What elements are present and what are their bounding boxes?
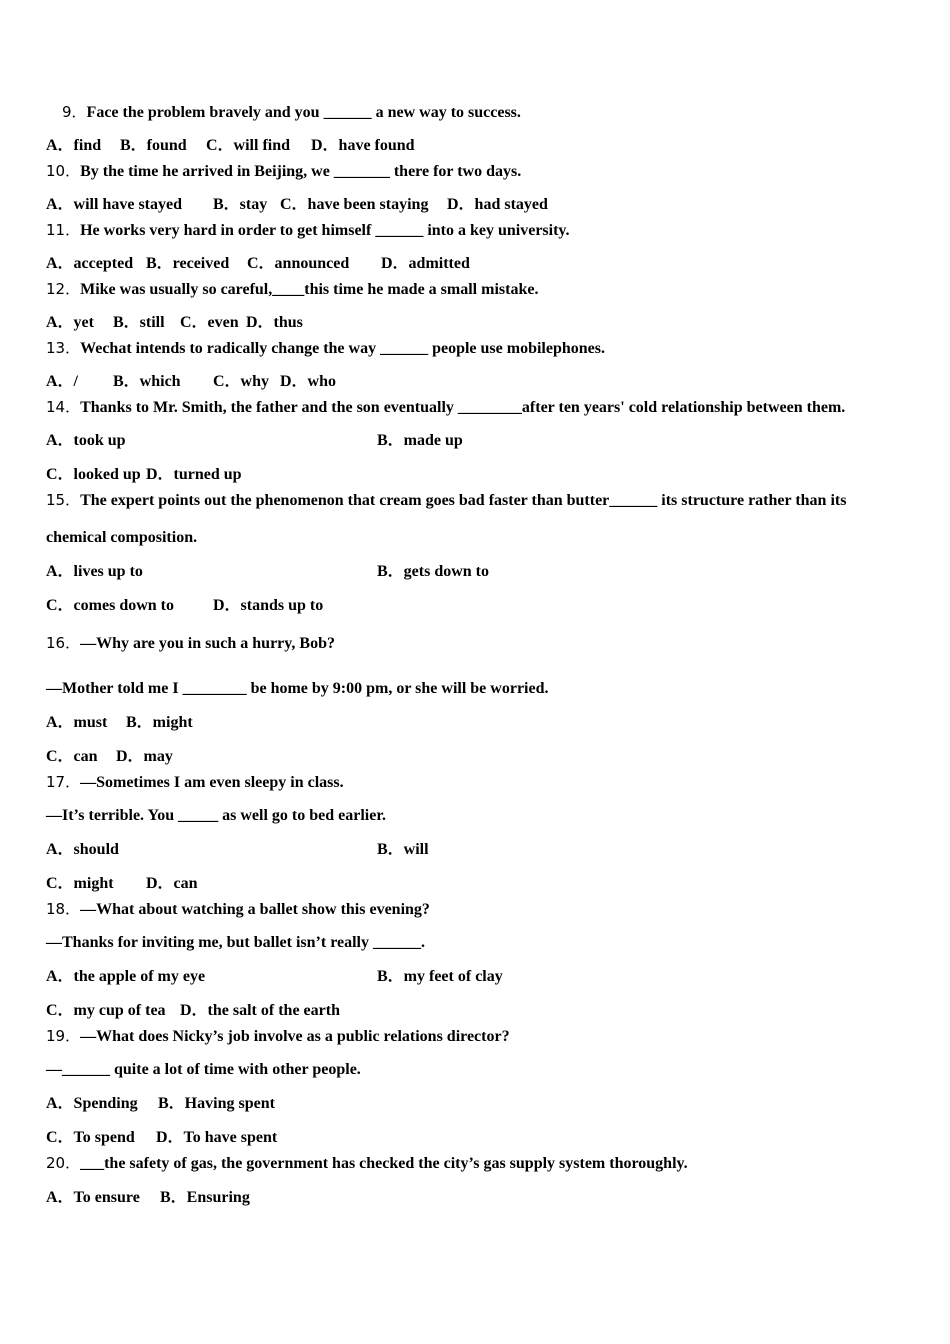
options-row — [46, 136, 926, 156]
option-b[interactable]: B．received — [146, 255, 230, 272]
options-row — [46, 313, 926, 333]
option-a[interactable]: A．will have stayed — [46, 196, 183, 213]
question-stem: The expert points out the phenomenon that cream goes bad faster than butter______ its structure rather than its — [80, 492, 847, 509]
option-d[interactable]: D．may — [116, 748, 173, 765]
option-b[interactable]: B．will — [377, 841, 429, 858]
option-b[interactable]: B．still — [113, 314, 165, 331]
question-stem: —Sometimes I am even sleepy in class. — [80, 774, 344, 791]
question-stem: Mike was usually so careful,____this time he made a small mistake. — [80, 281, 539, 298]
question-number: 12． — [46, 280, 81, 298]
question-number: 19． — [46, 1027, 81, 1045]
question-14 — [46, 397, 845, 418]
option-d[interactable]: D．stands up to — [213, 597, 324, 614]
question-11 — [46, 220, 570, 241]
options-row — [46, 1094, 926, 1114]
question-number: 16． — [46, 634, 81, 652]
question-19 — [46, 1026, 510, 1047]
option-d[interactable]: D．had stayed — [447, 196, 548, 213]
option-d[interactable]: D．thus — [246, 314, 303, 331]
options-row — [46, 747, 926, 767]
option-b[interactable]: B．made up — [377, 432, 463, 449]
option-c[interactable]: C．have been staying — [280, 196, 429, 213]
question-10 — [46, 161, 521, 182]
options-row — [46, 1128, 926, 1148]
option-b[interactable]: B．found — [120, 137, 187, 154]
question-stem: He works very hard in order to get himself ______ into a key university. — [80, 222, 570, 239]
question-number: 18． — [46, 900, 81, 918]
dialogue-reply: —Mother told me I ________ be home by 9:00 pm, or she will be worried. — [46, 680, 549, 697]
option-a[interactable]: A．yet — [46, 314, 94, 331]
option-a[interactable]: A．To ensure — [46, 1189, 140, 1206]
options-row — [46, 874, 926, 894]
question-stem: Thanks to Mr. Smith, the father and the son eventually ________after ten years' cold relationship between them. — [80, 399, 846, 416]
question-15 — [46, 490, 846, 511]
option-d[interactable]: D．turned up — [146, 466, 242, 483]
question-stem: By the time he arrived in Beijing, we _______ there for two days. — [80, 163, 522, 180]
dialogue-reply: —Thanks for inviting me, but ballet isn’t really ______. — [46, 934, 425, 951]
option-c[interactable]: C．why — [213, 373, 270, 390]
option-a[interactable]: A．should — [46, 841, 119, 858]
options-row — [46, 840, 926, 860]
question-number: 10． — [46, 162, 81, 180]
options-row — [46, 195, 926, 215]
option-c[interactable]: C．can — [46, 748, 98, 765]
option-b[interactable]: B．might — [126, 714, 193, 731]
question-stem: ___the safety of gas, the government has checked the city’s gas supply system thoroughly. — [80, 1155, 688, 1172]
dialogue-reply: —______ quite a lot of time with other people. — [46, 1061, 361, 1078]
question-9 — [62, 102, 521, 123]
option-c[interactable]: C．my cup of tea — [46, 1002, 166, 1019]
option-b[interactable]: B．my feet of clay — [377, 968, 503, 985]
option-a[interactable]: A．find — [46, 137, 102, 154]
option-b[interactable]: B．stay — [213, 196, 268, 213]
option-d[interactable]: D．have found — [311, 137, 415, 154]
options-row — [46, 372, 926, 392]
options-row — [46, 254, 926, 274]
question-stem: —What does Nicky’s job involve as a public relations director? — [80, 1028, 510, 1045]
question-number: 9． — [62, 103, 87, 121]
question-20 — [46, 1153, 688, 1174]
question-18 — [46, 899, 430, 920]
option-d[interactable]: D．can — [146, 875, 198, 892]
options-row — [46, 465, 926, 485]
option-c[interactable]: C．will find — [206, 137, 291, 154]
question-number: 13． — [46, 339, 81, 357]
option-d[interactable]: D．the salt of the earth — [180, 1002, 340, 1019]
option-b[interactable]: B．Having spent — [158, 1095, 275, 1112]
option-c[interactable]: C．might — [46, 875, 114, 892]
option-c[interactable]: C．comes down to — [46, 597, 174, 614]
dialogue-reply: —It’s terrible. You _____ as well go to bed earlier. — [46, 807, 386, 824]
question-number: 17． — [46, 773, 81, 791]
option-d[interactable]: D．admitted — [381, 255, 470, 272]
option-a[interactable]: A．must — [46, 714, 108, 731]
option-a[interactable]: A．/ — [46, 373, 79, 390]
option-b[interactable]: B．which — [113, 373, 181, 390]
question-17 — [46, 772, 344, 793]
option-a[interactable]: A．the apple of my eye — [46, 968, 206, 985]
options-row — [46, 596, 926, 616]
options-row — [46, 562, 926, 582]
question-number: 11． — [46, 221, 81, 239]
options-row — [46, 713, 926, 733]
options-row — [46, 1001, 926, 1021]
option-a[interactable]: A．lives up to — [46, 563, 143, 580]
options-row — [46, 431, 926, 451]
option-c[interactable]: C．announced — [247, 255, 350, 272]
option-a[interactable]: A．took up — [46, 432, 126, 449]
question-stem: —What about watching a ballet show this evening? — [80, 901, 430, 918]
option-c[interactable]: C．even — [180, 314, 239, 331]
option-a[interactable]: A．Spending — [46, 1095, 138, 1112]
option-c[interactable]: C．looked up — [46, 466, 141, 483]
question-stem-continued: chemical composition. — [46, 529, 198, 546]
question-stem: Wechat intends to radically change the way ______ people use mobilephones. — [80, 340, 605, 357]
option-a[interactable]: A．accepted — [46, 255, 134, 272]
option-b[interactable]: B．Ensuring — [160, 1189, 250, 1206]
options-row — [46, 967, 926, 987]
option-d[interactable]: D．To have spent — [156, 1129, 278, 1146]
option-c[interactable]: C．To spend — [46, 1129, 135, 1146]
question-number: 14． — [46, 398, 81, 416]
question-stem: —Why are you in such a hurry, Bob? — [80, 635, 335, 652]
option-b[interactable]: B．gets down to — [377, 563, 490, 580]
question-number: 15． — [46, 491, 81, 509]
question-12 — [46, 279, 538, 300]
options-row — [46, 1188, 926, 1208]
option-d[interactable]: D．who — [280, 373, 337, 390]
question-number: 20． — [46, 1154, 81, 1172]
question-13 — [46, 338, 605, 359]
question-16 — [46, 633, 335, 654]
question-stem: Face the problem bravely and you ______ a new way to success. — [86, 104, 521, 121]
